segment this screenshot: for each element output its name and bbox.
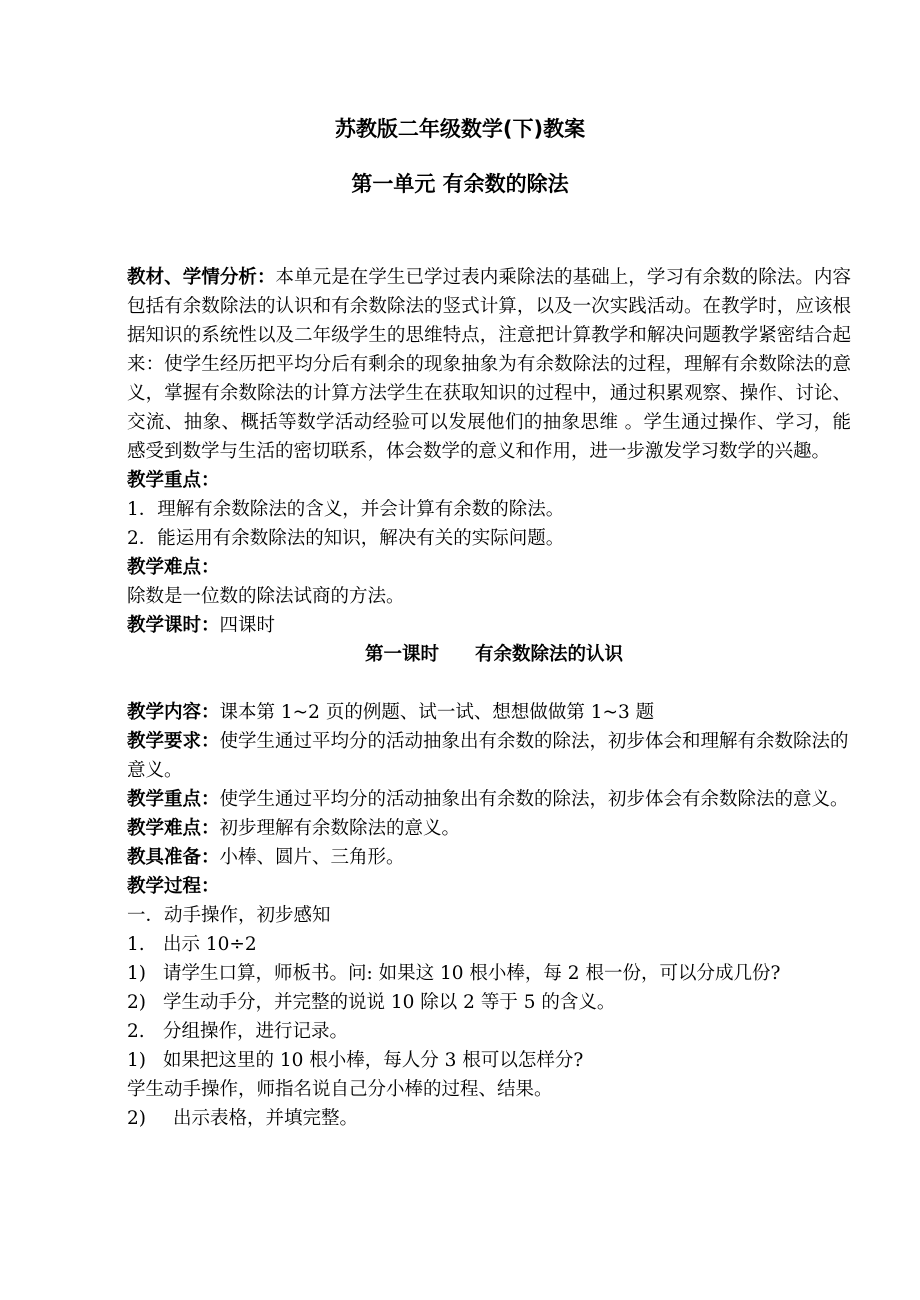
substep-text: 请学生口算，师板书。问: 如果这 10 根小棒，每 2 根一份，可以分成几份? (163, 963, 781, 984)
periods-label: 教学课时： (127, 615, 220, 636)
unit-title: 第一单元 有余数的除法 (351, 172, 569, 196)
lesson-content-text: 课本第 1~2 页的例题、试一试、想想做做第 1~3 题 (219, 702, 655, 723)
lesson-content-line (127, 698, 851, 727)
lesson-tools-text: 小棒、圆片、三角形。 (219, 847, 405, 868)
process-section-heading: 一．动手操作，初步感知 (127, 905, 331, 926)
lesson-key-line (127, 785, 851, 814)
substep-text: 如果把这里的 10 根小棒，每人分 3 根可以怎样分? (163, 1050, 584, 1071)
substep-number: 2) (127, 1108, 146, 1129)
lesson-requirement-text: 使学生通过平均分的活动抽象出有余数的除法，初步体会和理解有余数除法的意义。 (127, 731, 849, 781)
step-number: 2. (127, 1021, 145, 1042)
key-point-item: 1．理解有余数除法的含义，并会计算有余数的除法。 (127, 499, 565, 520)
process-substep (127, 988, 851, 1017)
lesson-title (127, 640, 851, 669)
step-number: 1. (127, 934, 145, 955)
lesson-content-label: 教学内容： (127, 702, 220, 723)
process-step (127, 930, 851, 959)
document-body (127, 263, 851, 1133)
substep-number: 1) (127, 1050, 146, 1071)
step-text: 分组操作，进行记录。 (163, 1021, 349, 1042)
substep-number: 2) (127, 992, 146, 1013)
periods-text: 四课时 (219, 615, 276, 636)
key-points-heading: 教学重点： (127, 470, 220, 491)
substep-number: 1) (127, 963, 146, 984)
lesson-difficulty-text: 初步理解有余数除法的意义。 (219, 818, 461, 839)
lesson-key-text: 使学生通过平均分的活动抽象出有余数的除法，初步体会有余数除法的意义。 (219, 789, 849, 810)
lesson-name: 有余数除法的认识 (475, 644, 624, 665)
process-substep (127, 1104, 851, 1133)
lesson-difficulty-line (127, 814, 851, 843)
process-note: 学生动手操作，师指名说自己分小棒的过程、结果。 (127, 1079, 553, 1100)
difficulty-heading: 教学难点： (127, 557, 220, 578)
process-substep (127, 1046, 851, 1075)
process-step (127, 1017, 851, 1046)
lesson-requirement-label: 教学要求： (127, 731, 220, 752)
key-point-item: 2．能运用有余数除法的知识，解决有关的实际问题。 (127, 528, 565, 549)
lesson-key-label: 教学重点： (127, 789, 220, 810)
lesson-tools-line (127, 843, 851, 872)
analysis-text: 本单元是在学生已学过表内乘除法的基础上，学习有余数的除法。内容包括有余数除法的认识和有余数除法的竖式计算，以及一次实践活动。在教学时，应该根据知识的系统性以及二年级学生的思维特点，注意把计算教学和解决问题教学紧密结合起来：使学生经历把平均分后有剩余的现象抽象为有余数除法的过程，理解有余数除法的意义，掌握有余数除法的计算方法学生在获取知识的过程中，通过积累观察、操作、讨论、交流、抽象、概括等数学活动经验可以发展他们的抽象思维 。学生通过操作、学习，能感受到数学与生活的密切联系，体会数学的意义和作用，进一步激发学习数学的兴趣。 (127, 267, 851, 462)
document-title: 苏教版二年级数学(下)教案 (334, 117, 586, 141)
lesson-tools-label: 教具准备： (127, 847, 220, 868)
analysis-paragraph (127, 263, 851, 466)
analysis-label: 教材、学情分析： (127, 267, 276, 288)
lesson-difficulty-label: 教学难点： (127, 818, 220, 839)
lesson-requirement-line (127, 727, 851, 785)
substep-text: 学生动手分，并完整的说说 10 除以 2 等于 5 的含义。 (163, 992, 616, 1013)
process-substep (127, 959, 851, 988)
process-heading: 教学过程： (127, 876, 220, 897)
step-text: 出示 10÷2 (163, 934, 257, 955)
lesson-number: 第一课时 (364, 644, 439, 665)
substep-text: 出示表格，并填完整。 (173, 1108, 359, 1129)
difficulty-text: 除数是一位数的除法试商的方法。 (127, 586, 405, 607)
periods-line (127, 611, 851, 640)
